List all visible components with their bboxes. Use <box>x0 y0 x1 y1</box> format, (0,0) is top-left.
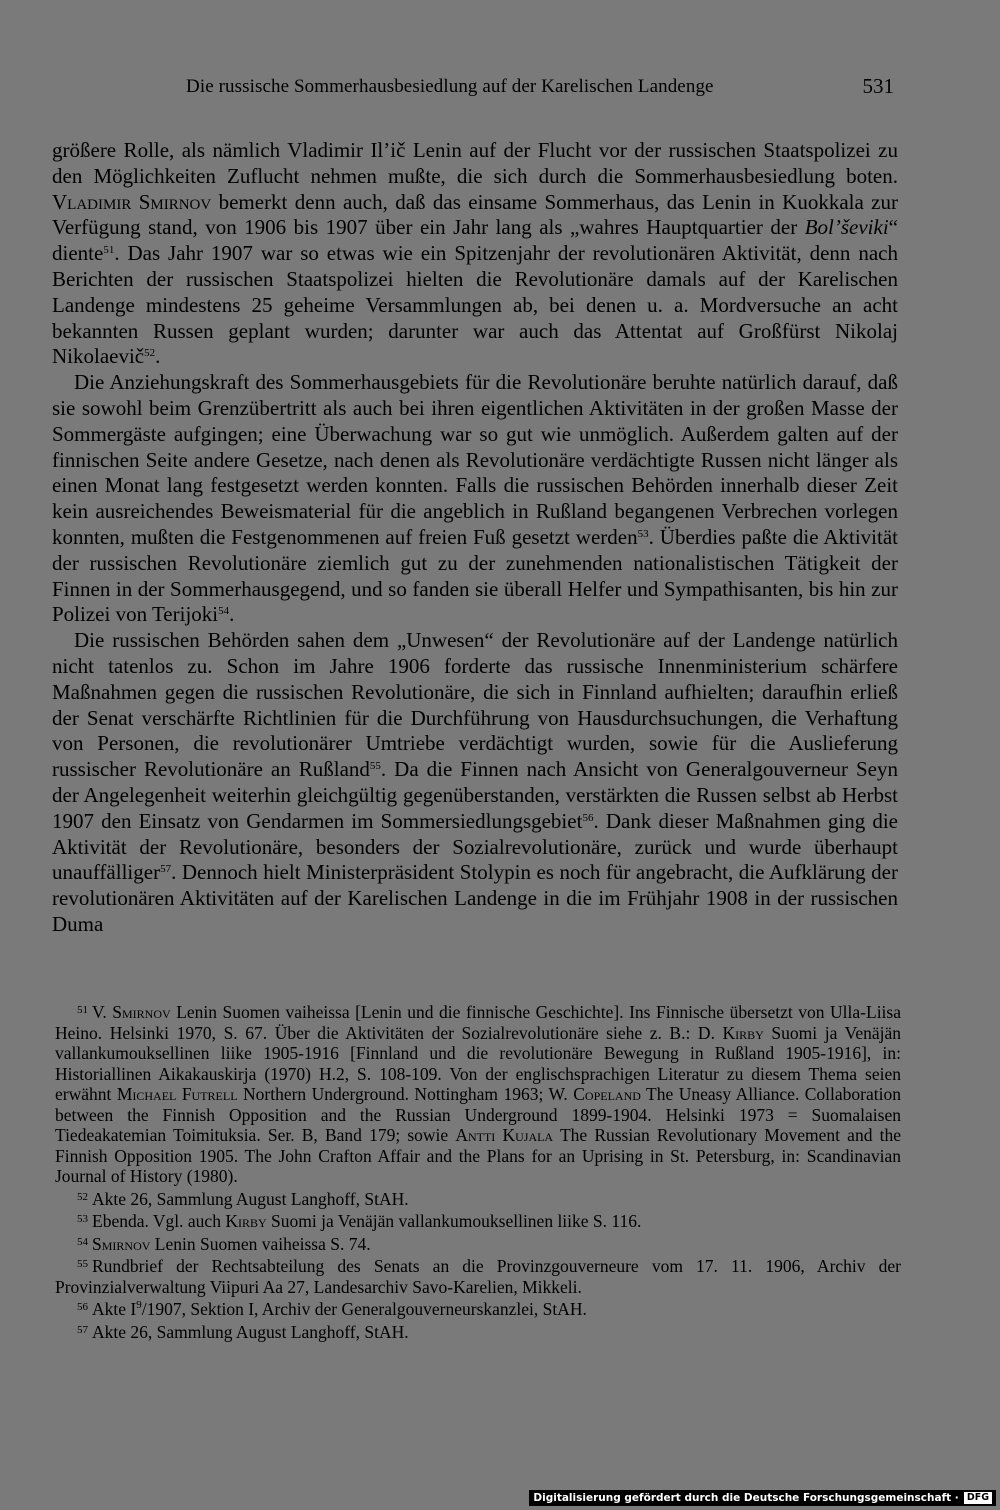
text-span: Akte I <box>92 1299 137 1319</box>
footnote-number: 56 <box>77 1301 88 1313</box>
footnote-ref: 51 <box>103 244 115 257</box>
author-name: Vladimir Smirnov <box>52 189 212 214</box>
footnote-number: 53 <box>77 1213 88 1225</box>
text-span: Die Anziehungskraft des Sommerhausgebiets für die Revolutionäre beruhte natürlich darauf, daß sie sowohl beim Grenzübertritt als auch bei ihren eigentlichen Aktivitäten in der großen Masse der Sommergäste aufgingen; eine Überwachung war so gut wie unmöglich. Außerdem galten auf der finnischen Seite andere Gesetze, nach denen als Revolutionäre verdächtigte Russen nicht länger als einen Monat lang festgesetzt werden konnten. Falls die russischen Behörden innerhalb dieser Zeit kein ausreichendes Beweismaterial für die angeblich in Rußland begangenen Verbrechen vorlegen konnten, mußten die Festgenommenen auf freien Fuß gesetzt werden <box>52 370 898 549</box>
paragraph-3 <box>52 628 898 938</box>
footnote-56 <box>55 1297 901 1320</box>
author-name: Kirby <box>722 1022 764 1043</box>
footnote-ref: 53 <box>637 527 649 540</box>
text-span: The Russian Revolutionary Movement and the Finnish Opposition 1905. The John Crafton Affair and the Plans for an Uprising in St. Petersburg, in: Scandinavian Journal of History (1980). <box>55 1125 901 1186</box>
footnote-52 <box>55 1187 901 1210</box>
text-span: . Da die Finnen nach Ansicht von Generalgouverneur Seyn der Angelegenheit weiterhin gleichgültig gegenüberstanden, verstärkten die Russen selbst ab Herbst 1907 den Einsatz von Gendarmen im Sommersiedlungsgebiet <box>52 757 898 833</box>
footnote-54 <box>55 1232 901 1255</box>
text-span: . Dennoch hielt Ministerpräsident Stolypin es noch für angebracht, die Aufklärung der revolutionären Aktivitäten auf der Karelischen Landenge in die im Frühjahr 1908 in der russischen Duma <box>52 860 898 936</box>
text-span: Lenin Suomen vaiheissa [Lenin und die finnische Geschichte]. Ins Finnische übersetzt von Ulla-Liisa Heino. Helsinki 1970, S. 67. Über die Aktivitäten der Sozialrevolutionäre siehe z. B.: D. <box>55 1002 901 1043</box>
author-name: Michael Futrell <box>116 1084 238 1104</box>
text-span: Lenin Suomen vaiheissa S. 74. <box>150 1233 371 1254</box>
text-span: . Überdies paßte die Aktivität der russischen Revolutionäre ziemlich gut zu der zunehmenden nationalistischen Tätigkeit der Finnen in der Sommerhausgegend, und so fanden sie überall Helfer und Sympathisanten, bis hin zur Polizei von Terijoki <box>52 524 898 627</box>
paragraph-1 <box>52 138 898 370</box>
text-span: größere Rolle, als nämlich Vladimir Il’ič Lenin auf der Flucht vor der russischen Staatspolizei zu den Möglichkeiten Zuflucht nehmen mußte, die sich durch die Sommerhausbesiedlung boten. <box>52 138 898 188</box>
text-span: /1907, Sektion I, Archiv der Generalgouverneurskanzlei, StAH. <box>141 1299 587 1319</box>
paragraph-2 <box>52 370 898 628</box>
text-span: “ diente <box>52 215 898 266</box>
author-name: Antti Kujala <box>455 1125 554 1145</box>
superscript: 9 <box>136 1299 142 1311</box>
footnote-53 <box>55 1209 901 1232</box>
footnote-51 <box>55 1000 901 1187</box>
text-span: Northern Underground. Nottingham 1963; W. <box>237 1084 574 1104</box>
text-span: Akte 26, Sammlung August Langhoff, StAH. <box>92 1321 409 1342</box>
text-span: Suomi ja Venäjän vallankumouksellinen liike 1905-1916 [Finnland und die revolutionäre Bewegung in Rußland 1905-1916], in: Historiallinen Aikakauskirja (1970) H.2, S. 108-109. Von der englischsprachigen Literatur zu diesem Thema seien erwähnt <box>55 1022 901 1104</box>
footnote-number: 55 <box>77 1258 88 1270</box>
page-number: 531 <box>862 74 894 98</box>
text-span: Suomi ja Venäjän vallankumouksellinen liike S. 116. <box>266 1211 642 1231</box>
text-span: bemerkt denn auch, daß das einsame Sommerhaus, das Lenin in Kuokkala zur Verfügung stand, von 1906 bis 1907 über ein Jahr lang als „wahres Hauptquartier der <box>52 189 898 240</box>
author-name: Smirnov <box>112 1002 171 1022</box>
footnote-number: 54 <box>77 1235 88 1248</box>
footnote-55 <box>55 1254 901 1297</box>
footnote-ref: 57 <box>160 863 172 876</box>
footnote-ref: 56 <box>582 811 594 824</box>
text-span: Die russischen Behörden sahen dem „Unwesen“ der Revolutionäre auf der Landenge natürlich nicht tatenlos zu. Schon im Jahre 1906 forderte das russische Innenministerium schärfere Maßnahmen gegen die russischen Revolutionäre, die sich in Finnland aufhielten; daraufhin erließ der Senat verschärfte Richtlinien für die Durchführung von Hausdurchsuchungen, die Verhaftung von Personen, die revolutionärer Umtriebe verdächtigt wurden, sowie für die Auslieferung russischer Revolutionäre an Rußland <box>52 628 898 782</box>
page-header <box>52 76 898 106</box>
author-name: Smirnov <box>92 1233 151 1254</box>
text-span: Akte 26, Sammlung August Langhoff, StAH. <box>92 1188 409 1209</box>
text-span: The Uneasy Alliance. Collaboration between the Finnish Opposition and the Russian Underground 1899-1904. Helsinki 1973 = Suomalaisen Tiedeakatemian Toimituksia. Ser. B, Band 179; sowie <box>55 1084 901 1145</box>
footnote-number: 52 <box>77 1190 88 1203</box>
text-span: . <box>229 602 235 627</box>
text-span: Ebenda. Vgl. auch <box>92 1211 226 1231</box>
text-span: . Das Jahr 1907 war so etwas wie ein Spitzenjahr der revolutionären Aktivität, denn nach Berichten der russischen Staatspolizei hielten die Revolutionäre damals auf der Karelischen Landenge mindestens 25 geheime Versammlungen ab, bei denen u. a. Mordversuche an acht bekannten Russen geplant wurden; darunter war auch das Attentat auf Großfürst Nikolaj Nikolaevič <box>52 241 898 369</box>
footnote-number: 51 <box>77 1004 88 1016</box>
credit-text: Digitalisierung gefördert durch die Deutsche Forschungsgemeinschaft · <box>533 1492 959 1504</box>
footnote-ref: 55 <box>369 760 381 773</box>
author-name: Copeland <box>573 1084 641 1104</box>
running-title: Die russische Sommerhausbesiedlung auf der Karelischen Landenge <box>186 76 714 97</box>
text-span: . <box>155 344 161 369</box>
footnotes <box>55 1000 901 1342</box>
author-name: Kirby <box>225 1211 267 1231</box>
dfg-logo: DFG <box>964 1492 992 1504</box>
digitization-credit <box>529 1490 996 1506</box>
main-text <box>52 138 898 938</box>
text-span: Rundbrief der Rechtsabteilung des Senats an die Provinzgouverneure vom 17. 11. 1906, Archiv der Provinzialverwaltung Viipuri Aa 27, Landesarchiv Savo-Karelien, Mikkeli. <box>55 1256 901 1297</box>
italic-term: Bol’ševiki <box>804 215 889 240</box>
text-span: . Dank dieser Maßnahmen ging die Aktivität der Revolutionäre, besonders der Sozialrevolutionäre, zurück und wurde überhaupt unauffälliger <box>52 808 898 885</box>
text-span: V. <box>92 1002 113 1022</box>
footnote-ref: 54 <box>218 605 230 618</box>
footnote-number: 57 <box>77 1323 88 1336</box>
footnote-ref: 52 <box>144 347 156 360</box>
footnote-57 <box>55 1320 901 1343</box>
